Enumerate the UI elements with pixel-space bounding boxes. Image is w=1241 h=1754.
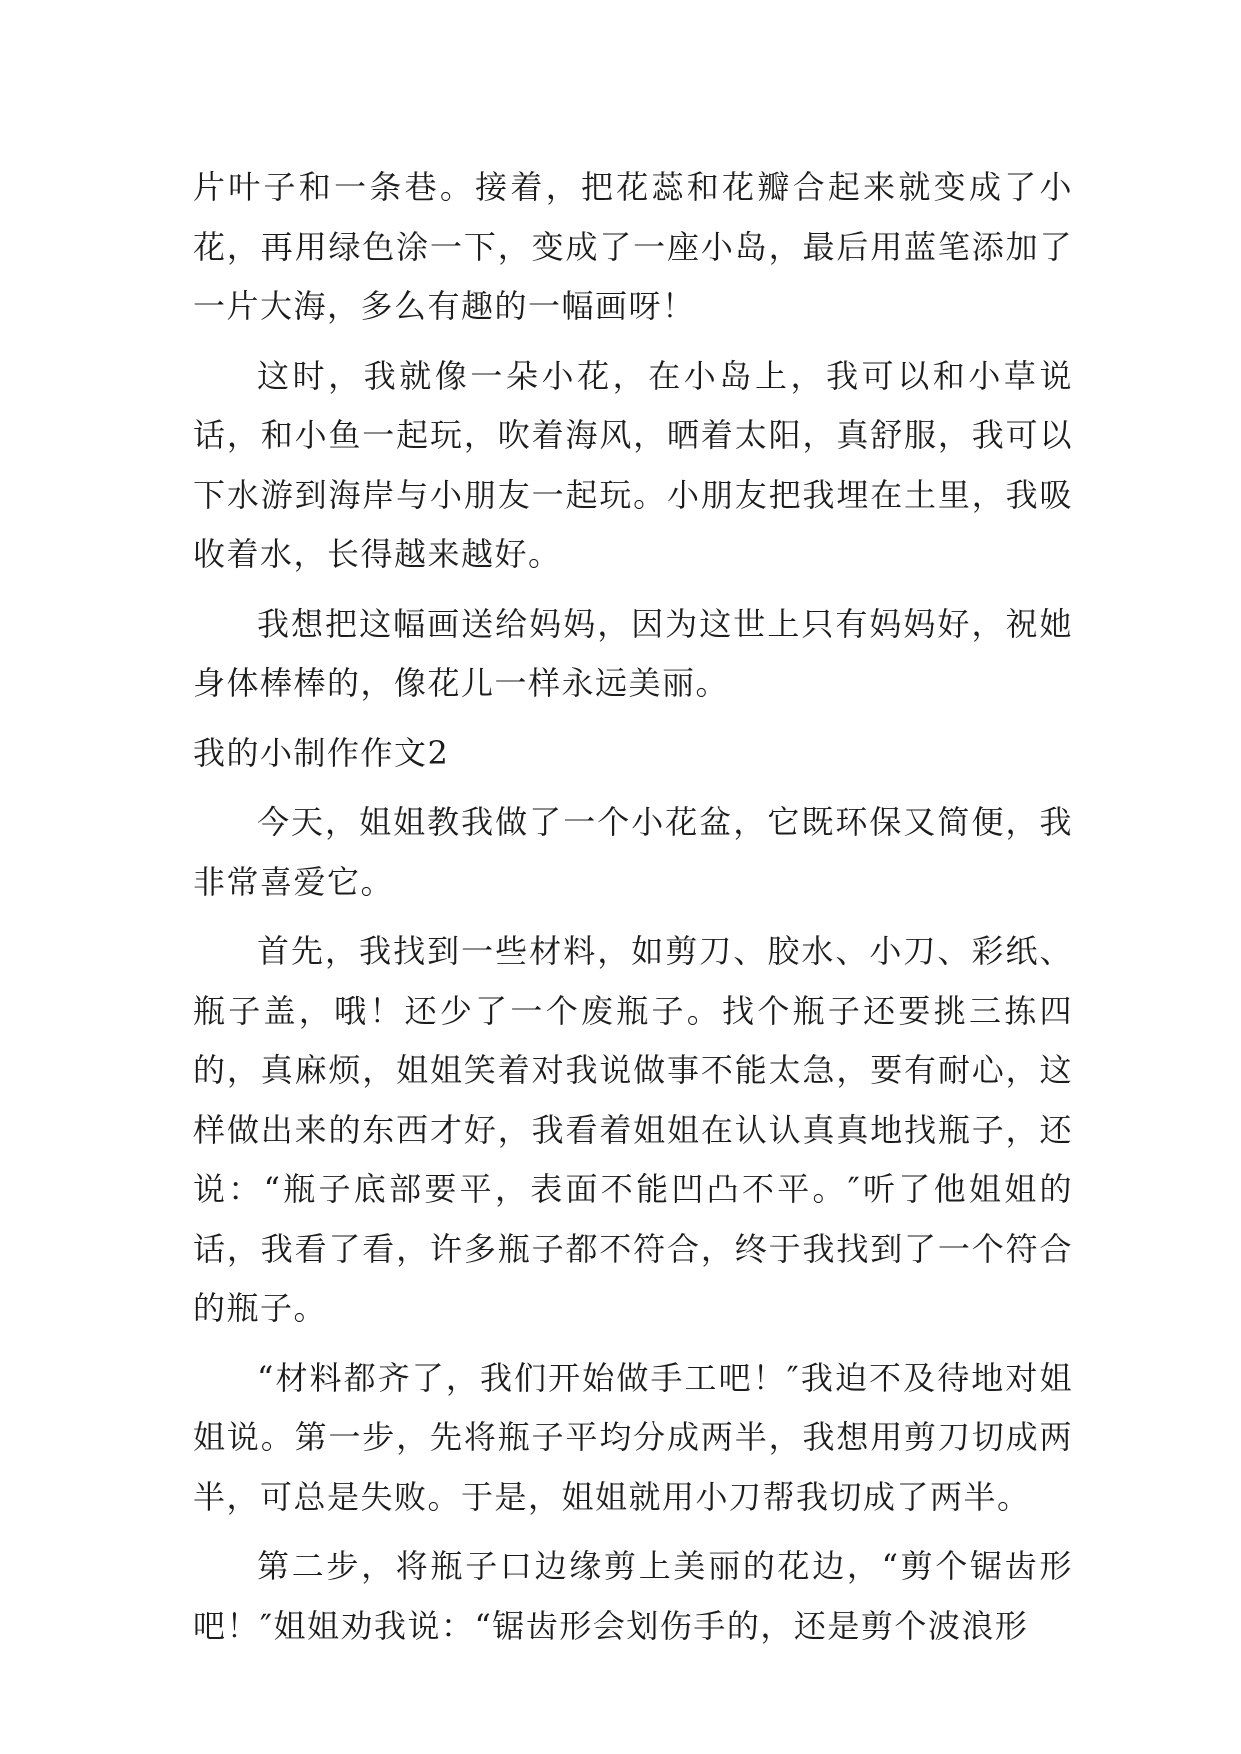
paragraph: 今天，姐姐教我做了一个小花盆，它既环保又简便，我非常喜爱它。: [193, 803, 1073, 901]
paragraph: 这时，我就像一朵小花，在小岛上，我可以和小草说话，和小鱼一起玩，吹着海风，晒着太阳，真舒服，我可以下水游到海岸与小朋友一起玩。小朋友把我埋在土里，我吸收着水，长得越来越好。: [193, 356, 1073, 573]
paragraph: 第二步，将瓶子口边缘剪上美丽的花边，“剪个锯齿形吧！″姐姐劝我说：“锯齿形会划伤手的，还是剪个波浪形: [193, 1547, 1073, 1645]
paragraph: 我想把这幅画送给妈妈，因为这世上只有妈妈好，祝她身体棒棒的，像花儿一样永远美丽。: [193, 604, 1073, 702]
section-heading: 我的小制作作文2: [193, 733, 450, 772]
paragraph: “材料都齐了，我们开始做手工吧！″我迫不及待地对姐姐说。第一步，先将瓶子平均分成两半，我想用剪刀切成两半，可总是失败。于是，姐姐就用小刀帮我切成了两半。: [193, 1358, 1073, 1516]
document-body: [193, 158, 1073, 1666]
paragraph: 片叶子和一条巷。接着，把花蕊和花瓣合起来就变成了小花，再用绿色涂一下，变成了一座小岛，最后用蓝笔添加了一片大海，多么有趣的一幅画呀！: [193, 168, 1073, 325]
paragraph: 首先，我找到一些材料，如剪刀、胶水、小刀、彩纸、瓶子盖，哦！还少了一个废瓶子。找个瓶子还要挑三拣四的，真麻烦，姐姐笑着对我说做事不能太急，要有耐心，这样做出来的东西才好，我看着姐姐在认认真真地找瓶子，还说：“瓶子底部要平，表面不能凹凸不平。″听了他姐姐的话，我看了看，许多瓶子都不符合，终于我找到了一个符合的瓶子。: [193, 932, 1073, 1327]
